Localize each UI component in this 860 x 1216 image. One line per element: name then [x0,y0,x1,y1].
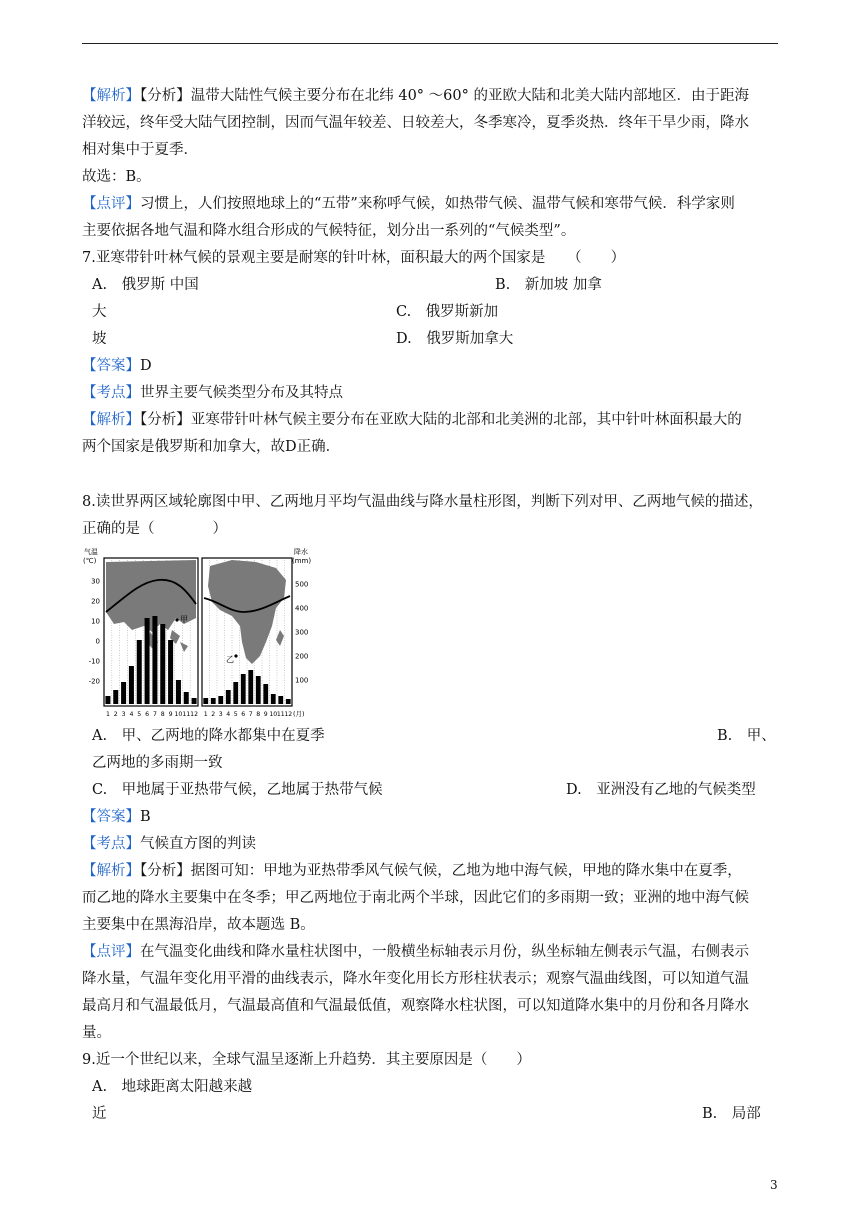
month-label: 1 [105,711,110,718]
month-label: 9 [263,711,268,718]
q7-kaodian [82,383,782,403]
temp-tick-label: 20 [91,597,100,606]
dianping-tag: 【点评】 [82,944,140,960]
precip-bar [286,699,291,704]
right-axis-ticks [295,581,308,685]
precip-bar [168,640,173,704]
q8-kaodian-text: 气候直方图的判读 [140,836,256,852]
label-yi: 乙 [226,655,234,664]
precip-tick-label: 200 [295,652,309,661]
month-labels-yi [204,711,292,718]
q8-option-c: C. 甲地属于亚热带气候，乙地属于热带气候 [92,782,383,798]
month-label: 12 [284,711,293,718]
month-label: 3 [121,711,126,718]
precip-bar [248,670,253,704]
precip-bar [137,640,142,704]
month-labels-jia [106,711,198,718]
q6-jiexi-line-3: 相对集中于夏季． [82,142,198,158]
precip-bar [176,680,181,704]
q6-jiexi-line-2: 洋较远，终年受大陆气团控制，因而气温年较差、日较差大，冬季寒冷，夏季炎热．终年干旱少雨，降水 [82,115,749,131]
month-label: 5 [137,711,142,718]
q8-dianping-line-4: 量。 [82,1025,111,1041]
precip-bar [192,698,197,704]
q8-dianping-line-1 [82,942,782,962]
q8-jiexi-line-1 [82,861,782,881]
month-label: 6 [241,711,246,718]
q8-dianping-text-1: 在气温变化曲线和降水量柱状图中，一般横坐标轴表示月份，纵坐标轴左侧表示气温，右侧表示 [140,944,749,960]
q8-dianping-line-2: 降水量，气温年变化用平滑的曲线表示，降水年变化用长方形柱状表示；观察气温曲线图，可以知道气温 [82,971,749,987]
q8-stem-line-1: 8.读世界两区域轮廓图中甲、乙两地月平均气温曲线与降水量柱形图，判断下列对甲、乙两地气候的描述， [82,494,763,510]
jiexi-tag: 【解析】 [82,863,140,879]
precip-tick-label: 500 [295,580,309,589]
month-label: 4 [226,711,231,718]
month-unit-label: (月) [293,710,305,718]
q9-option-b: B. 局部 [702,1106,761,1122]
point-jia [175,618,178,621]
month-label: 2 [113,711,118,718]
temp-tick-label: -10 [88,657,100,666]
precip-axis-title: 降水 [294,548,308,556]
kaodian-tag: 【考点】 [82,836,140,852]
temp-tick-label: 0 [95,637,100,646]
month-label: 5 [233,711,238,718]
q8-jiexi-text-1: 【分析】据图可知：甲地为亚热带季风气候气候，乙地为地中海气候，甲地的降水集中在夏季， [140,863,742,879]
q7-option-c: C. 俄罗斯新加 [396,304,499,320]
jiexi-tag: 【解析】 [82,412,140,428]
month-label: 6 [145,711,150,718]
precip-bar [203,698,208,704]
q7-answer-value: D [140,358,152,374]
q8-option-a: A. 甲、乙两地的降水都集中在夏季 [92,728,325,744]
daan-tag: 【答案】 [82,358,140,374]
precip-bar [218,696,223,704]
kaodian-tag: 【考点】 [82,385,140,401]
q7-option-c-wrap: 坡 [92,331,107,347]
precip-bar [129,666,134,704]
q7-option-b: B. 新加坡 加拿 [495,277,602,293]
temp-axis-title: 气温 [84,548,98,556]
temp-axis-unit: (℃) [83,557,97,565]
q9-stem: 9.近一个世纪以来，全球气温呈逐渐上升趋势．其主要原因是（ ） [82,1052,531,1068]
precip-bar [256,676,261,704]
precip-axis-unit: (mm) [292,557,312,565]
page-number: 3 [770,1178,778,1192]
q7-option-b-wrap: 大 [92,304,107,320]
month-label: 12 [190,711,199,718]
precip-bar [121,682,126,704]
month-label: 3 [218,711,223,718]
precip-bar [263,684,268,704]
q7-option-d: D. 俄罗斯加拿大 [396,331,514,347]
precip-bar [113,690,118,704]
precip-bar [152,616,157,704]
q7-kaodian-text: 世界主要气候类型分布及其特点 [140,385,343,401]
month-label: 7 [248,711,253,718]
temp-tick-label: 30 [91,577,100,586]
temp-tick-label: 10 [91,617,100,626]
q8-option-b: B. 甲、 [717,728,776,744]
q8-kaodian [82,834,782,854]
q7-jiexi-line-1 [82,410,782,430]
precip-bar [241,674,246,704]
dianping-tag: 【点评】 [82,196,140,212]
precip-bar [278,696,283,704]
q7-jiexi-text-1: 【分析】亚寒带针叶林气候主要分布在亚欧大陆的北部和北美洲的北部，其中针叶林面积最大的 [140,412,742,428]
q8-stem-line-2: 正确的是（ ） [82,521,227,537]
month-label: 11 [276,711,285,718]
climate-chart-figure [80,546,312,720]
month-label: 4 [129,711,134,718]
precip-tick-label: 100 [295,676,309,685]
precip-tick-label: 300 [295,628,309,637]
q8-answer-value: B [140,809,151,825]
precip-bar [271,694,276,704]
precip-bar [160,624,165,704]
temp-tick-label: -20 [88,677,100,686]
q7-option-a: A. 俄罗斯 中国 [92,277,199,293]
precip-bar [233,682,238,704]
header-rule [82,43,778,44]
q6-dianping-text-1: 习惯上，人们按照地球上的“五带”来称呼气候，如热带气候、温带气候和寒带气候．科学家则 [140,196,735,212]
month-label: 1 [203,711,208,718]
q6-conclusion: 故选：B。 [82,169,151,185]
q7-answer [82,356,782,376]
q8-answer [82,807,782,827]
precip-bar [145,618,150,704]
precip-bar [226,690,231,704]
q6-jiexi-text-1: 【分析】温带大陆性气候主要分布在北纬 40° ～60° 的亚欧大陆和北美大陆内部地区．由于距海 [140,88,749,104]
q6-jiexi-line-1 [82,86,782,106]
month-label: 10 [269,711,278,718]
month-label: 2 [211,711,216,718]
precip-tick-label: 400 [295,604,309,613]
precip-bar [105,696,110,704]
jiexi-tag: 【解析】 [82,88,140,104]
q8-jiexi-line-2: 而乙地的降水主要集中在冬季；甲乙两地位于南北两个半球，因此它们的多雨期一致；亚洲的地中海气候 [82,890,749,906]
q9-option-a-wrap: 近 [92,1106,107,1122]
q8-jiexi-line-3: 主要集中在黑海沿岸，故本题选 B。 [82,917,315,933]
q9-option-a: A. 地球距离太阳越来越 [92,1079,253,1095]
precip-bar [184,692,189,704]
label-jia: 甲 [180,615,188,624]
month-label: 11 [182,711,191,718]
q7-jiexi-line-2: 两个国家是俄罗斯和加拿大，故D正确． [82,439,341,455]
month-label: 7 [152,711,157,718]
month-label: 8 [160,711,165,718]
precip-bar [211,698,216,704]
q6-dianping-line-1 [82,194,782,214]
q7-stem: 7.亚寒带针叶林气候的景观主要是耐寒的针叶林，面积最大的两个国家是 （ ） [82,250,626,266]
daan-tag: 【答案】 [82,809,140,825]
q6-dianping-line-2: 主要依据各地气温和降水组合形成的气候特征，划分出一系列的“气候类型”。 [82,223,576,239]
month-label: 8 [256,711,261,718]
point-yi [234,654,237,657]
month-label: 10 [174,711,183,718]
month-label: 9 [168,711,173,718]
q8-option-d: D. 亚洲没有乙地的气候类型 [566,782,756,798]
q8-option-b-wrap: 乙两地的多雨期一致 [92,755,223,771]
left-axis-ticks [89,578,100,686]
q8-dianping-line-3: 最高月和气温最低月，气温最高值和气温最低值，观察降水柱状图，可以知道降水集中的月份和各月降水 [82,998,749,1014]
